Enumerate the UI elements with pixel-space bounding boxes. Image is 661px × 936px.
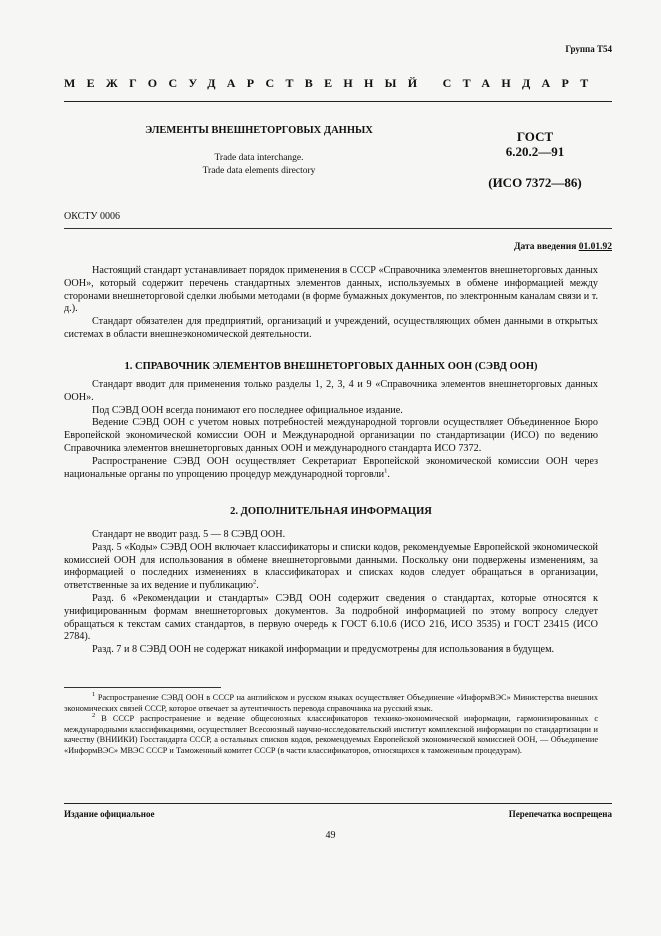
document-title: ЭЛЕМЕНТЫ ВНЕШНЕТОРГОВЫХ ДАННЫХ bbox=[145, 125, 373, 136]
gost-code: 6.20.2—91 bbox=[505, 144, 565, 159]
title-en-line-1: Trade data interchange. bbox=[214, 153, 304, 163]
section-heading-2: 2. ДОПОЛНИТЕЛЬНАЯ ИНФОРМАЦИЯ bbox=[230, 506, 432, 517]
footnotes bbox=[64, 693, 598, 757]
footnote-separator bbox=[64, 687, 221, 688]
group-code: Группа Т54 bbox=[565, 44, 612, 54]
page-number: 49 bbox=[325, 830, 336, 841]
footnote-marker: 1 bbox=[92, 691, 96, 699]
footnote-1 bbox=[64, 693, 598, 714]
title-en-line-2: Trade data elements directory bbox=[202, 165, 316, 176]
section-1-body bbox=[64, 379, 598, 481]
paragraph: Настоящий стандарт устанавливает порядок применения в СССР «Справочника элементов внешнеторговых данных ООН», который содержит перечень стандартных элементов данных, используемых в обмене информацией между сторонами внешнеторговой сделки любыми методами (в форме бумажных документов, по электронным каналам связи и т. д.). bbox=[64, 265, 598, 315]
introduction-date bbox=[514, 242, 612, 252]
footnote-ref: 1 bbox=[384, 467, 388, 475]
reprint-notice: Перепечатка воспрещена bbox=[508, 809, 612, 819]
footnote-ref: 2 bbox=[253, 578, 257, 586]
document-title-english bbox=[64, 152, 454, 177]
gost-label: ГОСТ bbox=[516, 129, 554, 144]
intro-date-value: 01.01.92 bbox=[578, 242, 612, 252]
paragraph: Под СЭВД ООН всегда понимают его последнее официальное издание. bbox=[92, 404, 403, 416]
standard-type-heading: МЕЖГОСУДАРСТВЕННЫЙ СТАНДАРТ bbox=[64, 76, 600, 90]
section-heading-1: 1. СПРАВОЧНИК ЭЛЕМЕНТОВ ВНЕШНЕТОРГОВЫХ ДАННЫХ ООН (СЭВД ООН) bbox=[124, 361, 538, 372]
footer-rule bbox=[64, 803, 612, 804]
paragraph: Ведение СЭВД ООН с учетом новых потребностей международной торговли осуществляет Объединенное Бюро Европейской экономической комиссии ООН и Международной организации по стандартизации (ИСО) по ведению Справочника элементов внешнеторговых данных ООН и международного стандарта ИСО 7372. bbox=[64, 417, 598, 454]
footnote-marker: 2 bbox=[92, 712, 96, 720]
paragraph bbox=[64, 542, 598, 593]
paragraph: Разд. 7 и 8 СЭВД ООН не содержат никакой информации и предусмотрены для использования в будущем. bbox=[92, 644, 555, 656]
preamble bbox=[64, 265, 598, 342]
iso-equivalent: (ИСО 7372—86) bbox=[488, 175, 582, 190]
paragraph-end: . bbox=[387, 468, 390, 480]
intro-label: Дата введения bbox=[513, 242, 577, 252]
paragraph: Стандарт не вводит разд. 5 — 8 СЭВД ООН. bbox=[92, 529, 286, 540]
paragraph: Стандарт вводит для применения только разделы 1, 2, 3, 4 и 9 «Справочника элементов внешнеторговых данных ООН». bbox=[64, 379, 598, 403]
paragraph: Разд. 6 «Рекомендации и стандарты» СЭВД ООН содержит сведения о стандартах, которые относятся к унифицированным формам внешнеторговых документов. За подробной информацией по этому вопросу следует обращаться к текстам самих стандартов, в первую очередь к ГОСТ 6.10.6 (ИСО 216, ИСО 3535) и ГОСТ 23415 (ИСО 2784). bbox=[64, 592, 598, 643]
paragraph-end: . bbox=[256, 580, 259, 592]
paragraph-text: Разд. 5 «Коды» СЭВД ООН включает классификаторы и списки кодов, рекомендуемые Европейской экономической комиссией ООН для использования в обмене внешнеторговыми данными. Поскольку они подвержены изменениям, за информацией о последних изменениях в классификаторах и списках кодов следует обращаться в организации, ответственные за их ведение и публикацию bbox=[64, 541, 598, 592]
okstu-code: ОКСТУ 0006 bbox=[64, 211, 121, 222]
paragraph: Стандарт обязателен для предприятий, организаций и учреждений, осуществляющих обмен данными в открытых системах в области внешнеэкономической деятельности. bbox=[64, 316, 598, 340]
edition-label: Издание официальное bbox=[64, 809, 155, 819]
footnote-text: В СССР распространение и ведение общесоюзных классификаторов технико-экономической информации, гармонизированных с международными классификациями, осуществляет Всесоюзный научно-исследовательский институт комплексной информации по стандартизации и качеству (ВНИИКИ) Госстандарта СССР, а остальных списков кодов, рекомендуемых Европейской экономической комиссией ООН, — Объединение «ИнформВЭС» МВЭС СССР и Таможенный комитет СССР (в части классификаторов, относящихся к таможенным процедурам). bbox=[64, 714, 599, 755]
section-2-body bbox=[64, 529, 598, 657]
paragraph bbox=[64, 456, 598, 482]
paragraph-text: Распространение СЭВД ООН осуществляет Секретариат Европейской экономической комиссии ООН через национальные органы по упрощению процедур международной торговли bbox=[64, 455, 598, 480]
gost-number bbox=[470, 129, 600, 159]
header-rule bbox=[64, 101, 612, 102]
footnote-text: Распространение СЭВД ООН в СССР на английском и русском языках осуществляет Объединение «ИнформВЭС» Министерства внешних экономических связей СССР, которое отвечает за аутентичность перевода справочника на русский язык. bbox=[64, 693, 598, 713]
footnote-2 bbox=[64, 714, 598, 756]
okstu-rule bbox=[64, 228, 612, 229]
